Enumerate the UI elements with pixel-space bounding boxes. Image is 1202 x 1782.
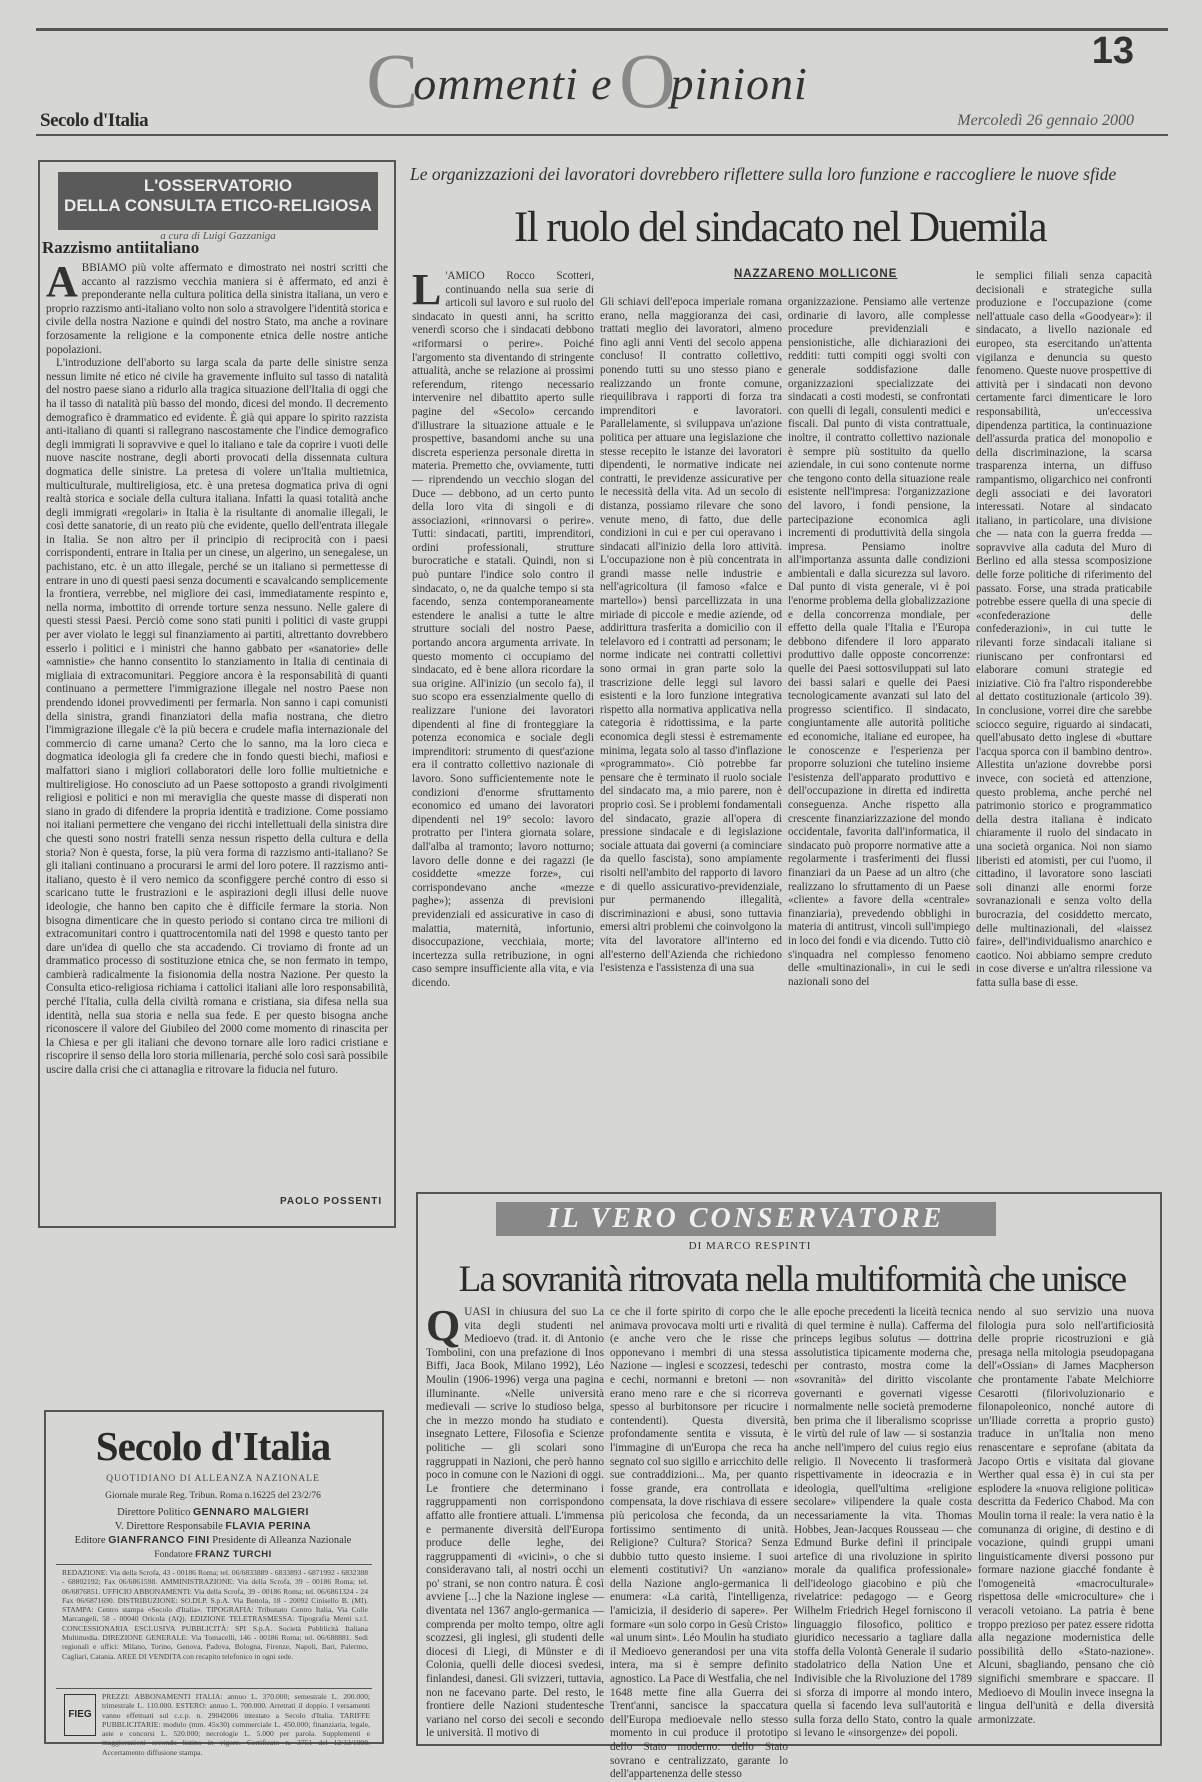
masthead-vice bbox=[52, 1520, 374, 1533]
conservatore-col-4-text: nendo al suo servizio una nuova filologia pura solo nell'artificiosità delle proprie ricostruzioni e già presaga nella mitologia pseudopagana dell'«Ossian» di James Macpherson che prontamente l'abate Melchiorre Cesarotti (filorivoluzionario e filonapoleonico, nonché autore di un'Iliade corretta a proprio gusto) traduce in un'Italia non meno renascentare e seprofane (abitata da Jacopo Ortis e visitata dal giovane Werther qual essa è) in cui sta per esplodere la «nuova religione politica» descritta da Federico Chabod. Ma con Moulin torna il reale: la vera natio è la comunanza di origine, di destino e di vocazione, quindi gruppi umani linguisticamente diversi possono pur formare nazione giacché fondante è l'omogeneità «macroculturale» rispettosa delle «microculture» che i veracoli vetoiano. La patria è bene troppo prezioso per patez essere ridotta alla negazione modernistica delle possibilità dello «Stato-nazione». Alcuni, sbagliando, pensano che ciò significhi smembrare e spaccare. Il Medioevo di Moulin invece insegna la lingua dell'unità e della diversità armonizzate. bbox=[978, 1306, 1154, 1726]
masthead-founder bbox=[52, 1548, 374, 1562]
observatory-title-line2: DELLA CONSULTA ETICO-RELIGIOSA bbox=[64, 196, 372, 215]
observatory-signature: PAOLO POSSENTI bbox=[280, 1196, 383, 1207]
main-col-2 bbox=[600, 296, 782, 1176]
issue-date: Mercoledì 26 gennaio 2000 bbox=[957, 112, 1134, 129]
section-masthead: Commenti e Opinioni bbox=[366, 37, 808, 124]
masthead-registration: Giornale murale Reg. Tribun. Roma n.16225 del 23/2/76 bbox=[105, 1491, 321, 1501]
director-label: Direttore Politico bbox=[117, 1507, 191, 1518]
observatory-text bbox=[46, 257, 388, 1182]
masthead-subtitle: QUOTIDIANO DI ALLEANZA NAZIONALE bbox=[106, 1474, 320, 1484]
publisher-label: Editore bbox=[74, 1535, 106, 1546]
founder-label: Fondatore bbox=[154, 1550, 193, 1560]
main-kicker: Le organizzazioni dei lavoratori dovrebbero riflettere sulla loro funzione e raccogliere le nuove sfide bbox=[410, 164, 1117, 184]
conservatore-col-2-text: ce che il forte spirito di corpo che le animava provocava molti urti e rivalità (e anche vero che le risse che opponevano i membri di una stessa Nazione — inglesi e scozzesi, tedeschi e cechi, normanni e bretoni — non erano meno rare e che si ricorreva spesso al burbitonsore per ricucire i contendenti). Questa diversità, profondamente sentita e vissuta, è l'immagine di un'Europa che reca ha segnato col suo sigillo e arricchito delle sue contraddizioni... Ma, per quanto fosse grande, era controllata e compensata, la dove rischiava di essere più pericolosa che feconda, da un fortissimo sentimento di unità. Religione? Cultura? Storica? Senza dubbio tutto questo insieme. I suoi elementi costitutivi? Un «anziano» della Nazione anglo-germanica li enumera: «La carità, l'intelligenza, l'amicizia, il desiderio di sapere». Per formare «un solo corpo in Gesù Cristo» «al unum sint». Léo Moulin ha studiato il Medioevo generandosi per una vita intera, ma si è sempre definito agnostico. La Pace di Westfalia, che nel 1648 mette fine alla Guerra dei Trent'anni, sancisce la spaccatura dell'Europa medioevale nello stesso momento in cui produce il prototipo dello Stato moderno: dello Stato sovrano e centralizzato, garante lo dell'appartenenza delle stesso bbox=[610, 1306, 788, 1781]
conservatore-author: DI MARCO RESPINTI bbox=[688, 1240, 812, 1252]
vice-name: FLAVIA PERINA bbox=[225, 1520, 312, 1532]
main-headline: Il ruolo del sindacato nel Duemila bbox=[514, 204, 1046, 251]
masthead-director bbox=[52, 1506, 374, 1519]
observatory-lead: BBIAMO più volte affermato e dimostrato nei nostri scritti che accanto al razzismo vecchia maniera si è affermato, ed anzi è preponderante nella cultura politica della sinistra italiana, un vero e proprio razzismo anti-italiano volto non solo a stravolgere l'identità storica e civile della nostra Nazione e quindi del nostro Stato, ma anche a rovinare forzosamente la religione e la componente etnica delle nostre antiche popolazioni. bbox=[46, 262, 388, 356]
main-col-3 bbox=[788, 296, 970, 1176]
founder-name: FRANZ TURCHI bbox=[195, 1549, 272, 1560]
director-name: GENNARO MALGIERI bbox=[192, 1506, 309, 1518]
observatory-title-line1: L'OSSERVATORIO bbox=[143, 176, 293, 195]
conservatore-headline: La sovranità ritrovata nella multiformità che unisce bbox=[458, 1259, 1126, 1300]
conservatore-col-4 bbox=[978, 1306, 1154, 1740]
publisher-name: GIANFRANCO FINI bbox=[108, 1534, 210, 1546]
masthead-contacts: REDAZIONE: Via della Scrofa, 43 - 00186 Roma; tel. 06/6833889 - 6833893 - 6871992 - 6832388 - 68802192; Fax 06/6861598. AMMINISTRAZIONE: Via della Scrofa, 39 - 00186 Roma; tel. 06/6876851. UFFICIO ABBONAMENTI: Via della Scrofa, 39 - 00186 Roma; tel. 06/6861324 - 24 Fax 06/6871690. DISTRIBUZIONE: SO.DI.P. S.p.A. Via Bettola, 18 - 20092 Cinisello B. (MI). STAMPA: Centro stampa «Secolo d'Italia». TIPOGRAFIA: Tribunato Centro Italia, Via Colle Marcangeli, 58 - 00040 Oricola (AQ). EDIZIONE TELETRASMESSA: Tipografia Menti s.r.l. CONCESSIONARIA ESCLUSIVA PUBBLICITÀ: SPI S.p.A. Società Pubblicità Italiana Multimedia. DIREZIONE GENERALE: Via Tomacelli, 146 - 00186 Roma; tel. 06/688881. Sedi regionali e uffici: Milano, Torino, Genova, Padova, Bologna, Firenze, Napoli, Bari, Palermo, Cagliari, Catania. AREE DI VENDITA con recapito telefonico in ogni sede. bbox=[62, 1568, 368, 1661]
masthead-prices: PREZZI: ABBONAMENTI ITALIA: annuo L. 370.000; semestrale L. 200.000; trimestrale L. 110.000. ESTERO: annuo L. 700.000. Arretrati il doppio. I versamenti vanno effettuati sul c.c.p. n. 29042006 intestato a Secolo d'Italia. TARIFFE PUBBLICITARIE: modulo (mm. 45x30) commerciale L. 450.000; finanziaria, legale, aste e concorsi L. 520.000; necrologie L. 5.000 per parola. Supplementi e maggiorazioni secondo listino in vigore. Certificato n. 3751 del 12/12/1998. Accertamento diffusione stampa. bbox=[102, 1692, 370, 1757]
masthead-logo: Secolo d'Italia bbox=[95, 1423, 331, 1469]
main-col-1 bbox=[412, 265, 594, 1176]
fieg-logo: FIEG bbox=[64, 1694, 96, 1736]
conservatore-col-3-text: alle epoche precedenti la liceità tecnica di quel termine è nulla). Cafferma del princeps legibus solutus — dottrina assolutistica tipicamente moderna che, per contrasto, mostra come la «sovranità» del diritto viscolante governanti e governati vigesse normalmente nelle società premoderne ben prima che il liberalismo scoprisse le virtù del rule of law — si sostanzia anche nell'impero del cuius regio eius religio. Il Novecento li trasformerà rispettivamente in ideocrazia e in ideologia, quell'ultima «religione secolare» vilipendere la quale costa necessariamente la vita. Thomas Hobbes, Jean-Jacques Rousseau — che Edmund Burke definì il principale artefice di una rivoluzione in spirito morale da qualifica professionale» dell'ideologo giacobino e più che rivelatrice: pedagogo — e Georg Wilhelm Friedrich Hegel forniscono il linguaggio filosofico, politico e giuridico necessario a tagliare dalla stoffa della Volontà Generale il sudario stadolatrico della Nation Une et Indivisible che la Rivoluzione del 1789 si sforza di imporre al mondo intero, quella sì facendo leva sull'autorità e sulla forza dello Stato, contro la quale si levano le «insorgenze» dei popoli. bbox=[794, 1306, 972, 1740]
main-col-4 bbox=[976, 270, 1152, 1176]
main-col-3-text: organizzazione. Pensiamo alle vertenze ordinarie di lavoro, alle complesse procedure previdenziali e pensionistiche, alle dichiarazioni dei redditi: tutti compiti oggi svolti con generale soddisfazione dalle organizzazioni specializzate dei sindacati a costi modesti, se confrontati con quelli di legali, consulenti medici e fiscali. Dal punto di vista contrattuale, inoltre, il contratto collettivo nazionale è sempre più sostituito da quello aziendale, in cui sono contenute norme che tengono conto della situazione reale esistente nell'impresa: l'organizzazione del lavoro, i fondi pensione, la partecipazione economica agli incrementi di produttività della singola impresa. Pensiamo inoltre all'importanza assunta dalle condizioni ambientali e dalla sicurezza sul lavoro. Dal punto di vista generale, vi è poi l'enorme problema della globalizzazione e della concorrenza mondiale, per effetto della quale l'Italia e l'Europa debbono difendere il loro apparato produttivo dalle opposte concorrenze: quelle dei Paesi sottosviluppati sul lato dei bassi salari e quelle dei Paesi tecnologicamente avanzati sul lato del progresso scientifico. Il sindacato, congiuntamente alle autorità politiche ed economiche, italiane ed europee, ha le conoscenze e l'esperienza per proporre soluzioni che tutelino insieme l'esistenza dell'apparato produttivo e dell'occupazione in diretta ed indiretta conseguenza. Anche rispetto alla crescente finanziarizzazione del mondo occidentale, favorita dall'informatica, il sindacato può proporre normative atte a regolarmente i trasferimenti dei flussi finanziari da un Paese ad un altro (che realizzano lo sfruttamento di un Paese «cliente» a favore della «centrale» finanziaria), prevedendo obblighi in materia di antitrust, vincoli sull'impiego in loco dei fondi e via dicendo. Tutto ciò s'inquadra nel complesso fenomeno delle «multinazionali», in cui le sedi nazionali sono del bbox=[788, 296, 970, 988]
conservatore-col-3 bbox=[794, 1306, 972, 1740]
header-rule bbox=[36, 134, 1168, 136]
observatory-curator: a cura di Luigi Gazzaniga bbox=[160, 230, 276, 242]
newspaper-name: Secolo d'Italia bbox=[40, 110, 149, 131]
main-dropcap: L bbox=[412, 265, 442, 314]
main-author: NAZZARENO MOLLICONE bbox=[734, 268, 898, 280]
conservatore-dropcap: Q bbox=[426, 1301, 461, 1350]
publisher-role: Presidente di Alleanza Nazionale bbox=[212, 1535, 352, 1546]
observatory-body: L'introduzione dell'aborto su larga scala da parte delle sinistre senza nessun limite né etico né civile ha gravemente influito sul tasso di natalità del nostro paese siano a ridurlo alla tragica situazione dell'Italia di oggi che ha il tasso di natalità più basso del mondo, dicesi del mondo. Il decremento demografico è drammatico ed evidente. È già qui appare lo spirito razzista anti-italiano di quanti si rallegrano nascostamente che l'indice demografico degli immigrati li sopravvive e quel lo italiano e tale da coprire i vuoti delle nuove nascite nostrane, degli aborti provocati della dissennata cultura dogmatica delle sinistre. La pretesa di volere un'Italia multietnica, multiculturale, multireligiosa, etc. è una pretesa dogmatica priva di ogni realtà storica e sociale della cultura italiana. Infatti la quasi totalità anche degli immigrati «regolari» in Italia è la risultante di anomalie illegali, le così dette sanatorie, di un reato più che evidente, quello dell'entrata illegale in Italia. Se non altro per il principio di reciprocità con i paesi corrispondenti, entrare in Italia per un cinese, un algerino, un senegalese, un pachistano, etc. è un atto illegale, perché se un italiano si permettesse di entrare in uno di questi paesi senza documenti e scavalcando semplicemente la frontiera, verrebbe, nel migliore dei casi, immediatamente respinto e, nella norma, imbottito di orrende torture senza nessuno. Nelle galere di questi stessi Paesi. Perciò come sono stati puniti i politici di vaste gruppi per aver violato le leggi sul finanziamento ai partiti, altrettanto dovrebbero esserlo i politici e i ministri che hanno gabbato per «sanatorie» delle «amnistie» che hanno consentito lo stanziamento in Italia di centinaia di migliaia di extracomunitari. Peggiore ancora è la responsabilità di quanti continuano a permettere l'immigrazione illegale nel nostro Paese non prendendo idonei provvedimenti per fermarla. Non sanno i capi comunisti della sinistra, grandi finanziatori della mafia nostrana, che dietro l'immigrazione illegale c'è la più becera e crudele mafia internazionale del commercio di carne umana? Certo che lo sanno, ma la loro cieca e dogmatica ideologia gli fa credere che in fondo questi biechi, mafiosi e malfattori siano i migliori collaboratori delle loro follie multietniche e multireligiose. Ho conosciuto ad un Paese sottoposto a grandi rivolgimenti religiosi e politici e non mi meraviglia che queste masse di disperati non siano in grado di difendere la propria identità e tradizione. Come possiamo noi italiani permettere che vengano dei ricchi intellettuali della sinistra dire che questi sono nostri fratelli senza nessun rispetto della cultura e della storia? Non è questa, forse, la più vera forma di razzismo anti-italiano? Se gli italiani continuano a procurarsi le armi del loro potere. Il razzismo anti-italiano, questo è il vero nemico da sconfiggere perché contro di esso si scaricano tutte le frustrazioni e le aspirazioni degli illusi delle nuove ideologie, che hanno ben capito che è difficile fermare la storia. Non bisogna dimenticare che in questo periodo si contano circa tre milioni di extracomunitari contro i quattrocentomila nati del 1998 e questo tanto per dare un'idea di quello che sta accadendo. Ci troviamo di fronte ad un drammatico processo di sostituzione etnica che, se non fermato in tempo, cambierà radicalmente la fisionomia della nostra Nazione. Per questo la Consulta etico-religiosa richiama i cattolici italiani alle loro responsabilità, perché l'Italia, culla della civiltà romana e cristiana, sia difesa nella sua identità, nella sua storia e nella sua fede. E per questo bisogna anche riconoscere il valore del Giubileo del 2000 come momento di rinascita per la Chiesa e per gli italiani che devono tornare alle loro radici cristiane e riscoprire il senso della loro storia millenaria, perché solo così sarà possibile uscire dalla crisi che ci attanaglia e ritrovare la fiducia nel futuro. bbox=[46, 357, 388, 1077]
conservatore-banner: IL VERO CONSERVATORE bbox=[496, 1202, 996, 1236]
observatory-title bbox=[58, 172, 378, 230]
conservatore-col-1 bbox=[426, 1301, 604, 1740]
page-number: 13 bbox=[1091, 30, 1134, 72]
main-col-4-text: le semplici filiali senza capacità decisionali e strategiche sulla produzione e l'occupazione (come nell'attuale caso della «Goodyear»): il sindacato, a livello nazionale ed europeo, sta esercitando un'attenta vigilanza e denuncia su questo fenomeno. Queste nuove prospettive di attività per i sindacati non devono certamente farci dimenticare le loro responsabilità, un'eccessiva dipendenza partitica, la continuazione dell'assurda pratica del monopolio e della discriminazione, la scarsa trasparenza interna, un diffuso rampantismo, oligarchico nei confronti degli associati e dei lavoratori interessati. Notare al sindacato italiano, in particolare, una divisione che — nata con la guerra fredda — sopravvive alla caduta del Muro di Berlino ed alla stessa scomposizione delle forze politiche di riferimento del passato. Forse, una strada praticabile potrebbe essere quella di una specie di «confederazione delle confederazioni», in cui tutte le rilevanti forze sindacali italiane si riuniscano per confrontarsi ed elaborare comuni strategie ed iniziative. Ciò fra l'altro risponderebbe al dettato costituzionale (articolo 39). In conclusione, vorrei dire che sarebbe sciocco seguire, riguardo ai sindacati, quell'abusato detto inglese di «buttare l'acqua sporca con il bambino dentro». Allestita un'azione dovrebbe porsi invece, con società ed attenzione, questo problema, anche perché nel patrimonio storico e programmatico della destra italiana è indicato chiaramente il ruolo del sindacato in una società organica. Noi non siamo liberisti ed atomisti, per cui l'uomo, il cittadino, il lavoratore sono lasciati soli dinanzi alle enormi forze sovranazionali e senza volto della burocrazia, del cosiddetto mercato, delle multinazionali, del «laissez faire», dell'individualismo anarchico e caotico. Noi abbiamo sempre creduto in cose diverse e un'altra rilessione va fatta sulla base di esse. bbox=[976, 270, 1152, 989]
conservatore-col-1-text: UASI in chiusura del suo La vita degli studenti nel Medioevo (trad. it. di Antonio Tombolini, con una prefazione di Inos Biffi, Jaca Book, Milano 1992), Léo Moulin (1906-1996) verga una pagina illuminante. «Nelle università medievali — scrive lo studioso belga, che in mezzo mondo ha studiato e insegnato Lettere, Filosofia e Scienze politiche — gli scolari sono raggruppati in Nazioni, che però hanno poco in comune con le Nazioni di oggi. Le frontiere che determinano i raggruppamenti non corrispondono affatto alle frontiere attuali. L'immensa e permanente diversità dell'Europa produce delle leghe, dei raggruppamenti di «vicini», o che si consideravano tali, al nostri occhi un po' strani, se non contro natura. È così avviene [...] che la Nazione inglese — diventata nel 1367 anglo-germanica — comprenda per molto tempo, oltre agli scozzesi, gli inglesi, gli studenti delle diocesi di Liegi, di Münster e di Colonia, quelli delle diocesi svedesi, finlandesi, danesi. Gli svizzeri, tuttavia, non ne facevano parte. Del resto, le frontiere delle Nazioni studentesche variano nel corso dei secoli e secondo le università. Il motivo di bbox=[426, 1306, 604, 1740]
main-col-2-text: Gli schiavi dell'epoca imperiale romana erano, nella maggioranza dei casi, trattati meglio dei lavoratori, almeno fino agli anni Venti del secolo appena concluso! Il contratto collettivo, ponendo tutti su uno stesso piano e realizzando un fronte comune, riequilibrava i rapporti di forza tra imprenditori e lavoratori. Parallelamente, si sviluppava un'azione politica per attuare una legislazione che stesse recepito le istanze dei lavoratori dipendenti, le normative indicate nei contratti, le previdenze assicurative per le necessità della vita. Ad un secolo di distanza, possiamo rilevare che sono venute meno, di fatto, due delle condizioni in cui e per cui operavano i sindacati all'inizio della loro attività. L'occupazione non è più concentrata in grandi masse nelle industrie e nell'agricoltura (il famoso «falce e martello») bensì parcellizzata in una miriade di piccole e medie aziende, od addirittura trasferita a domicilio con il telelavoro ed i contratti ad personam; le norme indicate nei contratti collettivi sono ormai in gran parte solo la trascrizione delle leggi sul lavoro esistenti e la loro funzione integrativa rispetto alla normativa applicativa nella categoria è ridottissima, e la parte economica degli stessi è estremamente minima, legata solo al tasso d'inflazione «programmato». Ciò potrebbe far pensare che è terminato il ruolo sociale del sindacato ma, a mio parere, non è proprio così. Se i problemi fondamentali del sindacato, grazie all'opera di pressione sindacale e di legislazione sociale attuata dai governi (a cominciare da quello fascista), sono ampiamente risolti nell'ambito del rapporto di lavoro e di quello assicurativo-previdenziale, pur permanendo illegalità, discriminazioni e abusi, sono tuttavia emersi altri problemi che coinvolgono la vita del lavoratore all'interno ed all'esterno dell'Azienda che richiedono l'esistenza e l'assistenza di una sua bbox=[600, 296, 782, 975]
observatory-article-title: Razzismo antiitaliano bbox=[42, 238, 200, 257]
masthead-divider bbox=[56, 1564, 372, 1565]
main-col-1-text: 'AMICO Rocco Scotteri, continuando nella sua serie di articoli sul lavoro e sul ruolo del sindacato in questi anni, ha scritto venerdì scorso che i sindacati debbono «riformarsi o perire». Poiché l'argomento sta diventando di stringente attualità, anche se relazione ai prossimi referendum, ritengo necessario intervenire nel dibattito aperto sulle pagine del «Secolo» cercando d'illustrare la situazione attuale e le prospettive, basandomi anche su una discreta esperienza personale diretta in materia. Premetto che, ovviamente, tutti — riprendendo un vecchio slogan del Duce — debbono, ad un certo punto della loro vita di singoli e di associazioni, «rinnovarsi o perire». Tutti: sindacati, partiti, imprenditori, ordini professionali, strutture burocratiche e statali. Quindi, non si può puntare l'indice solo contro il sindacato, o, ne da qualche tempo si sta facendo, senza contemporaneamente estendere le analisi a tutte le altre strutture sociali del nostro Paese, portando ancora argumenta arrivate. In questo momento ci occupiamo del sindacato, ed è bene allora ricordare la sua origine. All'inizio (un secolo fa), il suo scopo era essenzialmente quello di realizzare l'unione dei lavoratori dipendenti al fine di fronteggiare la potenza economica e sociale degli imprenditori: strumento di quest'azione era il contratto collettivo nazionale di lavoro. Sono sufficientemente note le condizioni d'enorme sfruttamento economico ed umano dei lavoratori dipendenti nel 19° secolo: lavoro protratto per l'intera giornata solare, dall'alba al tramonto; lavoro notturno; lavoro delle donne e dei ragazzi (le cosiddette «mezze forze», cui corrispondevano anche «mezze paghe»); assenza di previsioni previdenziali ed assicurative in caso di malattia, maternità, infortunio, disoccupazione, vecchiaia, morte; incertezza sulla retribuzione, in ogni caso sempre insufficiente alla vita, e via dicendo. bbox=[412, 270, 594, 989]
masthead-divider-2 bbox=[56, 1688, 372, 1689]
masthead-publisher bbox=[52, 1534, 374, 1547]
observatory-dropcap: A bbox=[46, 257, 78, 306]
vice-label: V. Direttore Responsabile bbox=[114, 1521, 223, 1532]
conservatore-col-2 bbox=[610, 1306, 788, 1781]
